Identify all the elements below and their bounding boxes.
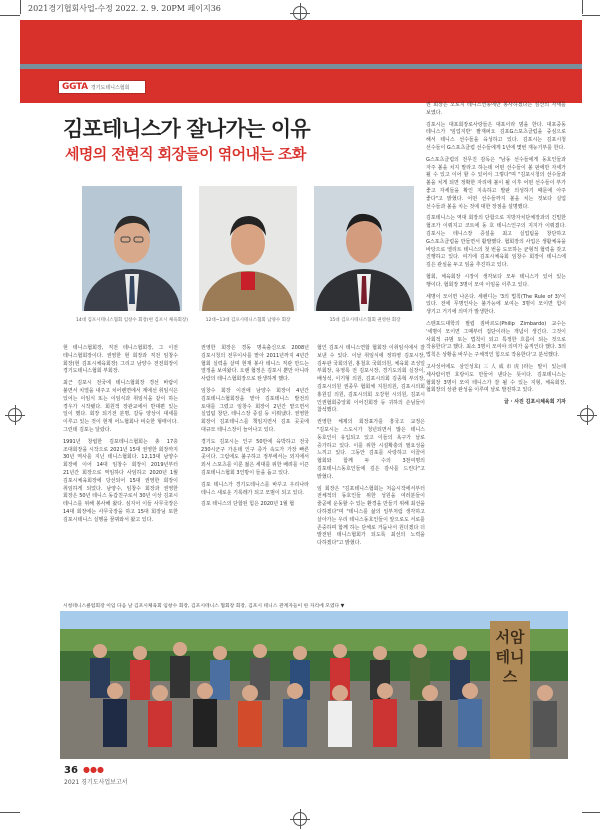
portrait-caption-1: 14대 김포시테니스협회 임창수 회장(현 김포시 체육회장)	[75, 318, 189, 323]
body-paragraph: 김포 테니스의 단합된 힘은 2020년 1월 협	[201, 501, 295, 508]
article-byline: 글 · 사진 김포시체육회 기자	[504, 399, 566, 406]
crop-mark	[0, 812, 20, 813]
body-paragraph: 김포 테니스가 경기도테니스를 바꾸고 우리나라 테니스 새로운 기록레가 되고 모범이 되고 있다.	[201, 481, 309, 496]
right-paragraph: 권 회장은 오로지 테니스연동에만 봉사하겠다는 심산의 자세를 보였다.	[426, 102, 566, 116]
article-title: 김포테니스가 잘나가는 이유	[63, 117, 310, 141]
registration-mark	[293, 6, 307, 20]
body-column-1	[63, 345, 178, 529]
body-paragraph: 최근 김포시 전국에 테니스협회장 경선 바람이 불면서 치열을 내주고 치어렌면에서 계에선 취임식은 있어는 이임식 또는 이임식과 취임식을 같이 하는 경우가 시작됐다. 회원적 장관교에서 반대편 있는 일이 했다. 회장 되기전 분명, 갈등 양상이 대세를 이루고 있는 것이 현재 어느협회나 비슷한 형태이다. 그런데 김포는 달랐다.	[63, 380, 178, 433]
crop-mark	[20, 0, 21, 14]
body-paragraph: 경기도 김포시는 인구 50만에 육박하고 전국 230시군구 가운데 인구 증가 속도가 가장 빠른 곳이다. 그럼에도 불구하고 정부에서는 외지에서 외서 스포츠를 이룬 젊은 세대를 위한 배려를 이끈 김포테니스협회 3인방이 들을 돕고 있다.	[201, 438, 309, 476]
logo-mark: GGTA	[62, 82, 88, 92]
print-header: 2021경기협회사업-수정 2022. 2. 9. 20PM 페이지36	[28, 4, 221, 13]
right-paragraph: 세명이 모이면 나온다. 세렌디는 '3의 법칙(The Rule of 3)'이 있다. 전에 무명인사는 불가능에 보여는 3명이 모이면 힘이 생기고 거기에 의미가 발생한다.	[426, 293, 566, 316]
right-paragraph: 김포시는 대포회장로사랑들은 대포이라 멈을 한다. 대포중동 테니스가 '임업지반' 팔재퍼오 김포G스포츠클럽을 중심으로 해서 테니스 선수들을 육성하고 있다. 김포시는 김포시청 선수들이 G스포츠클럽 선수들에게 1년에 몇번 재능기부를 한다.	[426, 121, 566, 151]
body-paragraph: 협인 김포시 테니스연합 협회장 이취임식에서 잘 보낸 수 있다. 이날 취임식에 정하영 김포시장, 김두관 국회의원, 홍철호 국회의원, 체육회 조성일 부회장, 유영록 전 김포시장, 경기도의회 실장이, 배성석, 이기형 의원, 김포시의회 김종혁 부의장, 김포시의원 권종무 협회체 지원의원, 김포시의회 홍원길 의원, 김포시의회 오강현 시의원, 김포시 인권협회중앙회 이어진회장 등 귀하의 손님들이 참석했다.	[317, 345, 425, 414]
body-paragraph: 권영한 체제의 회장표가를 흥국고 교정은 "김포시는 스도시가 청년되면서 많은 테니스 동호인이 유입되고 있고 이들의 욕구가 날로 증가하고 있다. 이를 위한 시설확충의 필요성을 느끼고 있다. 그동안 김포를 사랑하고 이끌어 협회와 함께 두 수의 3천여명의 김포테니스동호인들에 깊은 감사를 드린다"고 밝혔다.	[317, 419, 425, 480]
group-photo-sign: 서암테니스	[495, 628, 525, 686]
right-paragraph: 협회, 체육회장 시장이 생각보다 모두 테니스가 있어 있는 행이다. 협회장 3명이 모여 이임을 이루고 있다.	[426, 273, 566, 288]
portrait-photo-2	[199, 186, 297, 311]
right-paragraph: 고사성어에도 삼인성호(三人成市虎)라는 말이 있는데 세사람이면 호랑이도 만들어 낸다는 뜻이다. 김포테니스는 협회장 3명이 모여 테니스가 잘 될 수 있는 지형, 체육회장, 협회장의 상관 완성을 이루며 날로 발전하고 있다.	[426, 363, 566, 394]
report-title: 2021 경기도사업보고서	[64, 779, 128, 786]
portrait-caption-2: 12대~13대 김포시테니스협회 남양수 회장	[205, 318, 291, 323]
header-band-stripe	[20, 64, 582, 69]
crop-mark	[582, 15, 600, 16]
group-photo-caption: 시청테니스클럽회장 이임 다음 날 김포시체육회 임창수 회장, 김포시테니스 협회장 회장, 김포시 테니스 관계자들이 한 자리에 모였다 ▼	[63, 604, 345, 609]
group-photo	[60, 611, 568, 759]
portrait-photo-3	[314, 186, 414, 311]
association-logo	[58, 80, 146, 94]
body-paragraph: 현 테니스협회장, 직전 테니스협회장, 그 이전 테니스협회장이다. 권영한 현 회장과 직전 임창수 회장(현 김포시체육회장) 그리고 남양수 전전회장이 경기도테니스협회 부회장.	[63, 345, 178, 375]
registration-mark	[293, 812, 307, 826]
page-number-dots: ●●●	[83, 765, 104, 774]
right-paragraph: G스포츠클럽의 전무진 감독은 "남동 선수들에게 동호인들과 자주 볼을 치지 말라고 하는데 어떤 선수들이 볼 판에만 자세가 될 수 있고 이어 할 수 있어서 그렇다"며 "김포시청의 선수들과 볼을 치게 되면 정확한 자리에 볼이 될 이후 어떤 선수들이 부가 좋고 자세들을 확인 지속하고 발판 의성하기 때문에 아주 좋다"고 밝혔다. 어떤 선수들까지 볼을 치는 것보다 실업 선수들과 볼을 치는 것에 대한 장점을 설명했다.	[426, 156, 566, 210]
page-number: 36	[64, 765, 78, 776]
body-paragraph: 권영한 회장은 경동 명육출신으로 2008년 김포시청의 전무이사를 맡아 2011년까지 4년간 협회 실력을 살며 현재 봉사 테니스 직관 만드는 열정을 보여왔다. 오랜 협정은 김포시 뿐만 아니라 사람의 테니스협회장으로 탄생하게 했다.	[201, 345, 309, 383]
body-paragraph: 임 회장은 "김포테니스협회는 처음시작에서부터 전체적의 동호인들 위한 성원을 여러분들이 줄곧에 운동할 수 있는 환경을 만들기 위해 최선을 다하겠다"며 "테니스를 삶의 일부처럼 생각하고 살아가는 우리 테니스동호인들이 앞으로도 서로를 존중하며 함께 하는 단체로 거듭나서 원더겠다 더 발전된 테니스협회가 되도록 최선의 노력을 다하겠다"고 밝혔다.	[317, 485, 425, 547]
article-subtitle: 세명의 전현직 회장들이 엮어내는 조화	[65, 145, 306, 163]
body-paragraph: 임창수 회장 이전에 남양수 회장이 4년간 김포테니스협회장을 맡아 김포테니스 발전의 토대를 그렸고 임창수 회장이 2년간 맡으면서 실업팀 창단, 테니스장 증설 등 이뤄냈다. 권영한 회장이 김포테니스를 책임지면서 김포 곳곳에 대규모 테니스장이 늘어나고 있다.	[201, 387, 309, 433]
portrait-photo-1	[82, 186, 182, 311]
body-column-2	[201, 345, 309, 513]
body-paragraph: 1991년 창립한 김포테니스협회는 총 17층 조대회장을 시작으로 2021년 15대 권영한 회장까지 30년 역사를 지닌 테니스협회다. 12,13대 남양수 회장에 이어 14대 임창수 회장이 2019년부터 21년간 회장으로 역임하다 사임하고 2020년 1월 김포시체육회장에 당선되어 15대 권영한 회장이 취임하게 되었다. 남양수, 임창수 회장과 권영한 회장은 50년 테니스 동갑친구로서 30년 이상 김포시 테니스를 위해 봉사해 왔다. 심지어 이들 사무국장은 14대 회장에는 사무국장을 하고 15대 회장님 또한 김포시테니스 실행을 꿈꿔와서 왔고 있다.	[63, 438, 178, 523]
registration-mark	[8, 408, 22, 422]
right-column	[426, 102, 566, 411]
right-paragraph: 김포테니스는 역대 회장의 단합으로 지방자치단체장과의 긴밀한 협조가 이뤄지고 코트에 동 호 테니스인구의 지지가 이뤄졌다. 김포시는 테니스장 증설을 최고 실업팀을 창단하고 G스포츠클럽을 만들면서 활발했다. 협회장의 사업은 생활체육을 바탕으로 엘리트 테니스의 첫 번을 도모하는 균형적 협력을 갖고 진행하고 있다. 여기에 김포시체육회 임창수 회장이 테니스에 깊은 관심을 두고 임을 추진하고 있다.	[426, 215, 566, 269]
logo-text: 경기도테니스협회	[90, 84, 130, 91]
crop-mark	[582, 0, 583, 14]
body-column-3	[317, 345, 425, 552]
registration-mark	[580, 408, 594, 422]
crop-mark	[582, 812, 600, 813]
crop-mark	[0, 15, 20, 16]
right-paragraph: 스탠포드대학의 필립 짐바르도(Philip Zimbardo) 교수는 '세명이 모이면 그때부터 집단이라는 개념이 생긴다. 그것이 사회적 규범 또는 법칙이 되고 특정한 흐름이 되는 것으로 작용한다'고 했다. 최소 3명이 모여야 의미가 움직인다 했다. 3의 법칙은 상황을 바꾸는 구체적인 힘으로 작용한다'고 분석했다.	[426, 320, 566, 359]
portrait-caption-3: 15대 김포시테니스협회 권영한 회장	[329, 318, 401, 323]
